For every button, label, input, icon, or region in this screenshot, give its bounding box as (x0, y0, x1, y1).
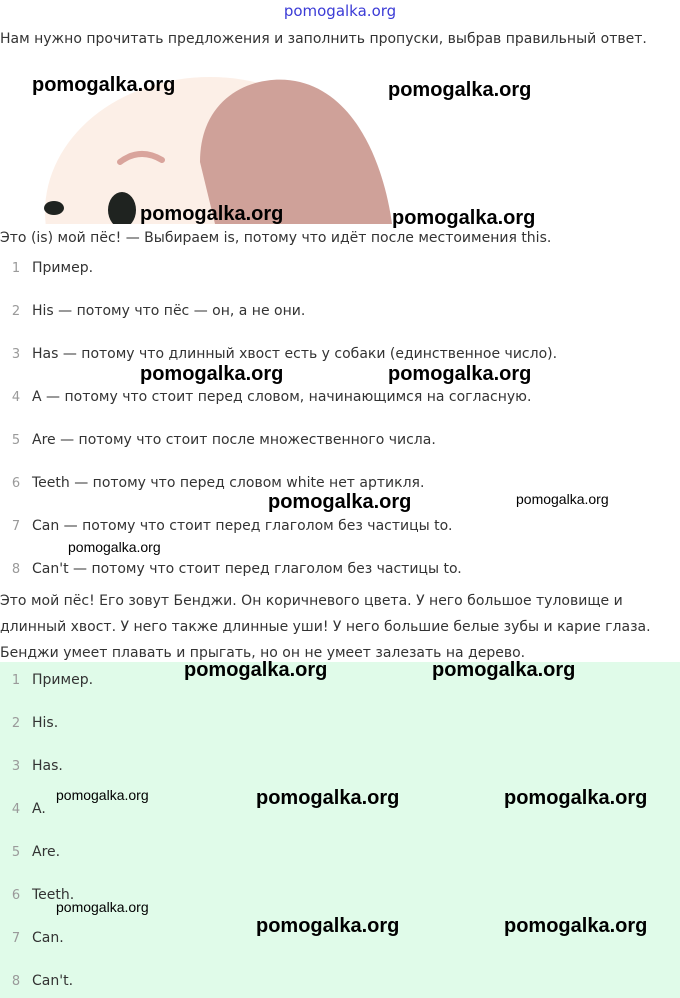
example-sentence: Это (is) мой пёс! — Выбираем is, потому что идёт после местоимения this. (0, 230, 552, 246)
answer-text: Has. (32, 758, 63, 774)
watermark-text: pomogalka.org (56, 787, 149, 803)
list-item (0, 344, 557, 364)
answer-text: Can't. (32, 973, 74, 989)
list-item (0, 473, 424, 493)
watermark-text: pomogalka.org (184, 659, 328, 681)
watermark-text: pomogalka.org (32, 74, 176, 96)
watermark-text: pomogalka.org (516, 491, 609, 507)
list-item-number: 7 (11, 519, 21, 534)
answer-number: 8 (11, 974, 21, 989)
watermark-text: pomogalka.org (268, 491, 412, 513)
list-item-number: 5 (11, 433, 21, 448)
list-item (0, 516, 452, 536)
answer-text: Can. (32, 930, 64, 946)
watermark-text: pomogalka.org (392, 207, 536, 229)
site-header-link[interactable]: pomogalka.org (283, 2, 397, 20)
list-item-number: 8 (11, 562, 21, 577)
answer-text: Пример. (32, 672, 94, 688)
list-item-number: 3 (11, 347, 21, 362)
answer-text: A. (32, 801, 46, 817)
answer-item (0, 928, 64, 948)
list-item-text: Has — потому что длинный хвост есть у собаки (единственное число). (32, 346, 558, 362)
watermark-text: pomogalka.org (256, 915, 400, 937)
answer-text: Are. (32, 844, 61, 860)
list-item-number: 6 (11, 476, 21, 491)
list-item-text: Can't — потому что стоит перед глаголом без частицы to. (32, 561, 462, 577)
answer-number: 4 (11, 802, 21, 817)
answer-item (0, 799, 46, 819)
list-item-text: Пример. (32, 260, 94, 276)
list-item-text: Teeth — потому что перед словом white нет артикля. (32, 475, 425, 491)
answer-item (0, 756, 63, 776)
answers-panel (0, 662, 680, 998)
answer-number: 2 (11, 716, 21, 731)
answer-item (0, 713, 58, 733)
answer-text: Teeth. (32, 887, 75, 903)
watermark-text: pomogalka.org (504, 787, 648, 809)
list-item-text: His — потому что пёс — он, а не они. (32, 303, 306, 319)
story-paragraph: Это мой пёс! Его зовут Бенджи. Он коричневого цвета. У него большое туловище и длинный хвост. У него также длинные уши! У него большие белые зубы и карие глаза. Бенджи умеет плавать и прыгать, но он не умеет залезать на дерево. (0, 593, 651, 661)
intro-text: Нам нужно прочитать предложения и заполнить пропуски, выбрав правильный ответ. (0, 31, 647, 47)
answer-item (0, 971, 73, 991)
watermark-text: pomogalka.org (388, 79, 532, 101)
list-item (0, 301, 305, 321)
list-item (0, 430, 436, 450)
list-item-text: Are — потому что стоит после множественного числа. (32, 432, 436, 448)
dog-eye-left (44, 201, 64, 215)
watermark-text: pomogalka.org (432, 659, 576, 681)
list-item-number: 1 (11, 261, 21, 276)
watermark-text: pomogalka.org (388, 363, 532, 385)
watermark-text: pomogalka.org (140, 363, 284, 385)
list-item-text: Can — потому что стоит перед глаголом без частицы to. (32, 518, 453, 534)
list-item-number: 2 (11, 304, 21, 319)
list-item (0, 387, 531, 407)
answer-text: His. (32, 715, 59, 731)
answer-number: 5 (11, 845, 21, 860)
watermark-text: pomogalka.org (504, 915, 648, 937)
list-item (0, 258, 93, 278)
list-item (0, 559, 462, 579)
list-item-number: 4 (11, 390, 21, 405)
answer-number: 6 (11, 888, 21, 903)
watermark-text: pomogalka.org (68, 539, 161, 555)
answer-number: 3 (11, 759, 21, 774)
watermark-text: pomogalka.org (256, 787, 400, 809)
watermark-text: pomogalka.org (56, 899, 149, 915)
answer-number: 1 (11, 673, 21, 688)
watermark-text: pomogalka.org (140, 203, 284, 225)
answer-number: 7 (11, 931, 21, 946)
answer-item (0, 670, 93, 690)
list-item-text: A — потому что стоит перед словом, начинающимся на согласную. (32, 389, 532, 405)
answer-item (0, 842, 60, 862)
